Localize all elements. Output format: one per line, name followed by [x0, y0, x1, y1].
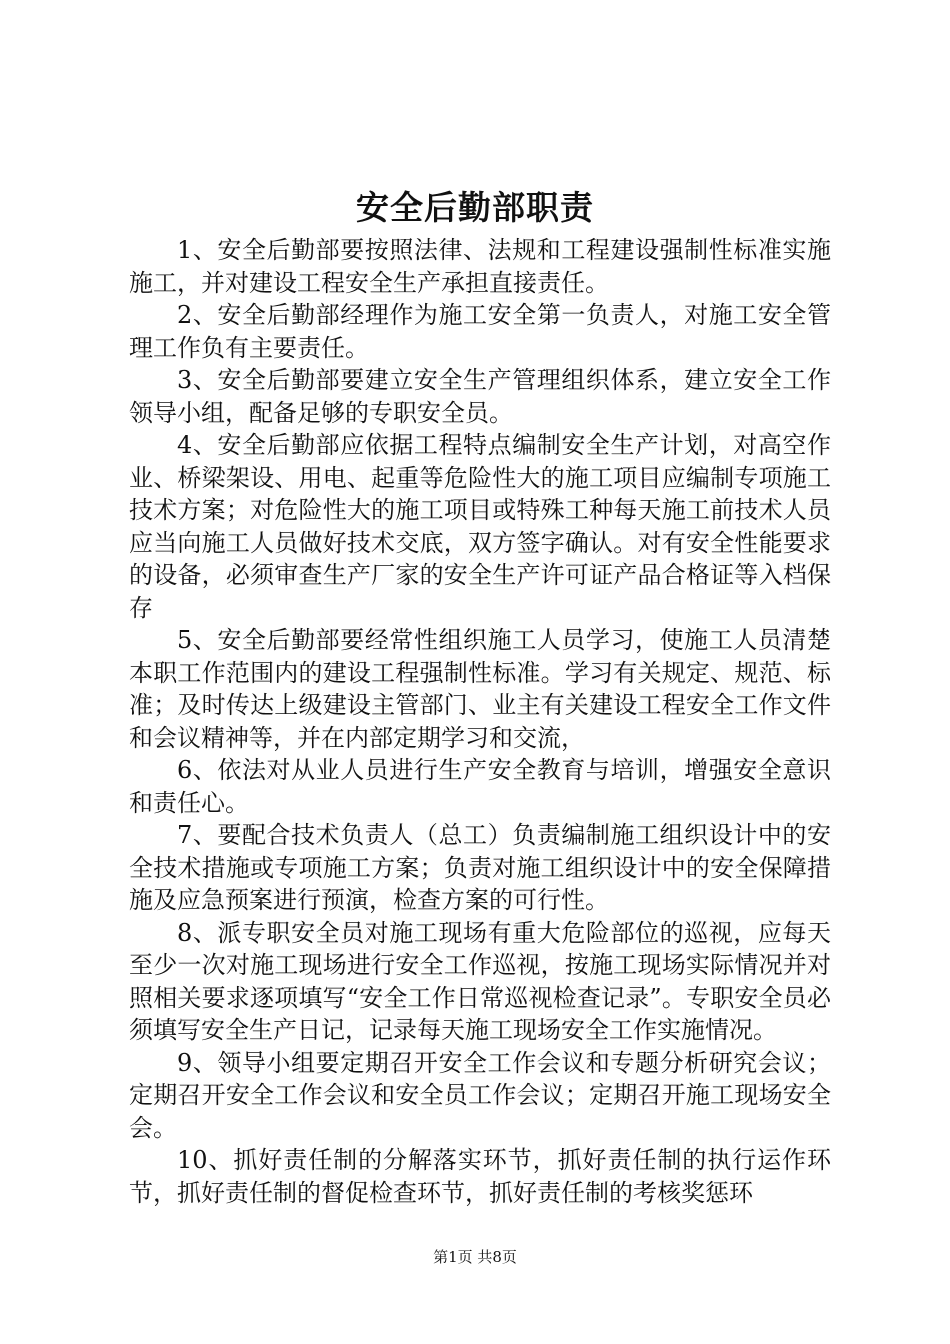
paragraph-1: 1、安全后勤部要按照法律、法规和工程建设强制性标准实施施工，并对建设工程安全生产承担直接责任。: [129, 236, 831, 297]
paragraph-7: 7、要配合技术负责人（总工）负责编制施工组织设计中的安全技术措施或专项施工方案；负责对施工组织设计中的安全保障措施及应急预案进行预演，检查方案的可行性。: [129, 821, 831, 914]
paragraph-10: 10、抓好责任制的分解落实环节，抓好责任制的执行运作环节，抓好责任制的督促检查环节，抓好责任制的考核奖惩环: [129, 1146, 831, 1207]
paragraph-9: 9、领导小组要定期召开安全工作会议和专题分析研究会议；定期召开安全工作会议和安全员工作会议；定期召开施工现场安全会。: [129, 1048, 831, 1142]
document-body: [129, 234, 831, 1209]
paragraph-5: 5、安全后勤部要经常性组织施工人员学习，使施工人员清楚本职工作范围内的建设工程强制性标准。学习有关规定、规范、标准；及时传达上级建设主管部门、业主有关建设工程安全工作文件和会议精神等，并在内部定期学习和交流，: [129, 626, 831, 752]
paragraph-6: 6、依法对从业人员进行生产安全教育与培训，增强安全意识和责任心。: [129, 756, 831, 817]
paragraph-3: 3、安全后勤部要建立安全生产管理组织体系，建立安全工作领导小组，配备足够的专职安全员。: [129, 366, 831, 427]
paragraph-4: 4、安全后勤部应依据工程特点编制安全生产计划，对高空作业、桥梁架设、用电、起重等危险性大的施工项目应编制专项施工技术方案；对危险性大的施工项目或特殊工种每天施工前技术人员应当向施工人员做好技术交底，双方签字确认。对有安全性能要求的设备，必须审查生产厂家的安全生产许可证产品合格证等入档保存: [129, 431, 831, 622]
page-number-footer: 第1页 共8页: [433, 1248, 517, 1266]
document-title: 安全后勤部职责: [356, 188, 594, 227]
paragraph-8: 8、派专职安全员对施工现场有重大危险部位的巡视，应每天至少一次对施工现场进行安全工作巡视，按施工现场实际情况并对照相关要求逐项填写“安全工作日常巡视检查记录”。专职安全员必须填写安全生产日记，记录每天施工现场安全工作实施情况。: [129, 918, 831, 1044]
paragraph-2: 2、安全后勤部经理作为施工安全第一负责人，对施工安全管理工作负有主要责任。: [129, 301, 831, 362]
